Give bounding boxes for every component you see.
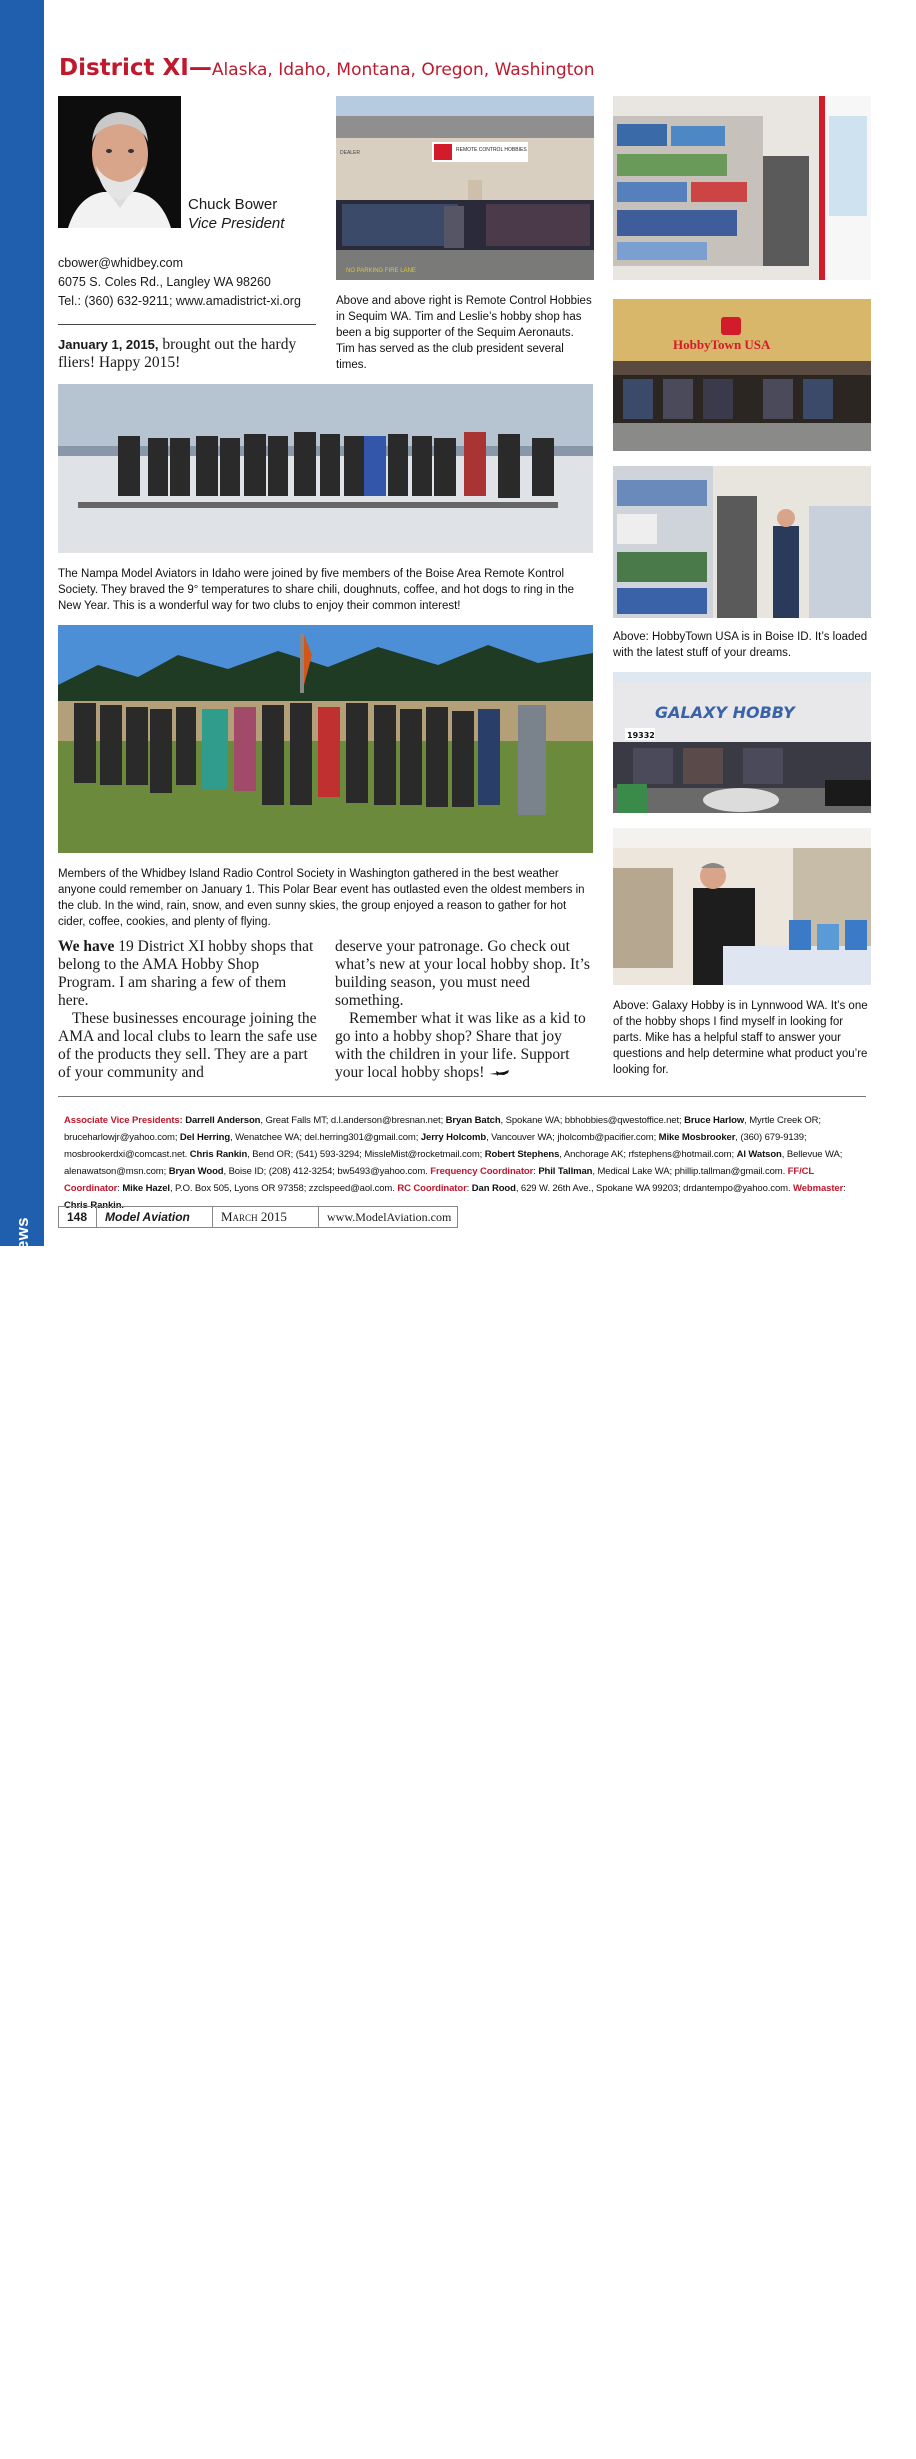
side-strip-word: ama news <box>13 1749 32 1839</box>
intro-text: brought out the hardy fliers! Happy 2015! <box>58 336 297 371</box>
plane-end-icon <box>488 1067 510 1079</box>
assoc-name: Chris Rankin <box>189 1149 248 1160</box>
assoc-info: , Boise ID; (208) 412-3254; bw5493@yahoo.com. <box>223 1166 431 1177</box>
assoc-name: Bryan Wood <box>168 1166 224 1177</box>
hobbytown-interior-photo <box>613 466 871 618</box>
vp-address: 6075 S. Coles Rd., Langley WA 98260 <box>58 275 271 289</box>
assoc-name: Al Watson <box>736 1149 782 1160</box>
side-strip-word: ama news <box>13 2370 32 2459</box>
issue-date: March 2015 <box>213 1207 319 1227</box>
magazine-url[interactable]: www.ModelAviation.com <box>327 1209 452 1224</box>
body-col1-p1-text: 19 District XI hobby shops that belong to the AMA Hobby Shop Program. I am sharing a few of them here. <box>58 938 314 1009</box>
associates-block: Associate Vice Presidents: Darrell Anderson, Great Falls MT; d.l.anderson@bresnan.net; Bryan Batch, Spokane WA; bbhobbies@qwestoffice.net; Bruce Harlow, Myrtle Creek OR; bruceharlowjr@yahoo.com; Del Herring, Wenatchee WA; del.herring301@gmail.com; Jerry Holcomb, Vancouver WA; jholcomb@pacifier.com; Mike Mosbrooker, (360) 679-9139; mosbrookerdxi@comcast.net. Chris Rankin, Bend OR; (541) 593-3294; MissleMist@rocketmail.com; Robert Stephens, Anchorage AK; rfstephens@hotmail.com; Al Watson, Bellevue WA; alenawatson@msn.com; Bryan Wood, Boise ID; (208) 412-3254; bw5493@yahoo.com. Frequency Coordinator: Phil Tallman, Medical Lake WA; phillip.tallman@gmail.com. FF/CL Coordinator: Mike Hazel, P.O. Box 505, Lyons OR 97358; zzclspeed@aol.com. RC Coordinator: Dan Rood, 629 W. 26th Ave., Spokane WA 99203; drdantempo@yahoo.com. Webmaster: Chris Rankin. <box>64 1115 846 1211</box>
side-strip-word: ama news <box>13 2281 32 2371</box>
assoc-info: , Spokane WA; bbhobbies@qwestoffice.net; <box>500 1115 685 1126</box>
assoc-info: , 629 W. 26th Ave., Spokane WA 99203; drdantempo@yahoo.com. <box>515 1183 794 1194</box>
side-strip-word: ama news <box>13 1926 32 2016</box>
divider-bottom <box>58 1096 866 1097</box>
page-footer <box>58 1206 458 1228</box>
whidbey-group-photo <box>58 625 593 853</box>
body-column-1 <box>58 938 318 1082</box>
rch-sign-text: REMOTE CONTROL HOBBIES <box>456 147 527 153</box>
assoc-info: , Bend OR; (541) 593-3294; MissleMist@rocketmail.com; <box>247 1149 485 1160</box>
side-strip-word: ama news <box>13 2192 32 2282</box>
assoc-name: Mike Mosbrooker <box>658 1132 736 1143</box>
vp-role: Vice President <box>188 215 285 232</box>
assoc-name: Robert Stephens <box>484 1149 560 1160</box>
hobbytown-storefront-photo <box>613 299 871 451</box>
vp-contact <box>58 254 301 311</box>
side-strip-word: ama news <box>12 1566 32 1661</box>
rch-dealer-text: DEALER <box>340 150 361 156</box>
galaxy-storefront-photo <box>613 672 871 813</box>
assoc-info: , Vancouver WA; jholcomb@pacifier.com; <box>486 1132 659 1143</box>
body-col1-p2: These businesses encourage joining the AMA and local clubs to learn the safe use of the products they sell. They are a part of your community and <box>58 1010 318 1081</box>
rch-ground-text: NO PARKING FIRE LANE <box>346 268 416 274</box>
assoc-name: Phil Tallman <box>538 1166 593 1177</box>
galaxy-sign-text: GALAXY HOBBY <box>655 703 795 722</box>
vp-name-block <box>188 195 284 233</box>
magazine-name: Model Aviation <box>97 1207 213 1227</box>
caption-rch: Above and above right is Remote Control Hobbies in Sequim WA. Tim and Leslie’s hobby shop has been a big supporter of the Sequim Aeronauts. Tim has served as the club president several times. <box>336 295 592 371</box>
body-col2-p2-text: Remember what it was like as a kid to go into a hobby shop? Share that joy with the children in your life. Support your local hobby shops! <box>335 1010 586 1081</box>
body-col2-p1: deserve your patronage. Go check out what’s new at your local hobby shop. It’s building season, you must need something. <box>335 938 590 1009</box>
caption-nampa: The Nampa Model Aviators in Idaho were joined by five members of the Boise Area Remote Kontrol Society. They braved the 9° temperatures to share chili, doughnuts, coffee, and hot dogs to ring in the New Year. This is a wonderful way for two clubs to enjoy their common interest! <box>58 568 575 612</box>
intro-paragraph <box>58 336 318 372</box>
rch-storefront-photo <box>336 96 594 280</box>
caption-whidbey: Members of the Whidbey Island Radio Control Society in Washington gathered in the best weather anyone could remember on January 1. This Polar Bear event has outlasted even the oldest members in the club. In the wind, rain, snow, and even sunny skies, the group enjoyed a reason to gather for hot cider, coffee, cookies, and plenty of flying. <box>58 868 585 928</box>
label-webmaster: Webmaster <box>793 1183 844 1194</box>
caption-galaxy: Above: Galaxy Hobby is in Lynnwood WA. It’s one of the hobby shops I find myself in looking for parts. Mike has a helpful staff to answer your questions and help determine what product you’re looking for. <box>613 1000 868 1076</box>
label-rc: RC Coordinator <box>397 1183 467 1194</box>
body-lead: We have <box>58 938 115 955</box>
nampa-group-photo <box>58 384 593 553</box>
assoc-name: Darrell Anderson <box>185 1115 261 1126</box>
title-states: Alaska, Idaho, Montana, Oregon, Washington <box>211 60 595 80</box>
assoc-name: Mike Hazel <box>122 1183 170 1194</box>
galaxy-number-text: 19332 <box>627 731 655 740</box>
page-title <box>59 55 595 81</box>
vp-email[interactable]: cbower@whidbey.com <box>58 256 184 270</box>
label-frequency: Frequency Coordinator <box>430 1166 534 1177</box>
intro-lead: January 1, 2015, <box>58 337 159 352</box>
rch-interior-photo <box>613 96 871 280</box>
assoc-name: Dan Rood <box>471 1183 516 1194</box>
assoc-name: Del Herring <box>179 1132 231 1143</box>
side-strip <box>0 0 44 2459</box>
body-col2-p2 <box>335 1010 593 1082</box>
assoc-info: , Medical Lake WA; phillip.tallman@gmail.com. <box>592 1166 788 1177</box>
assoc-info: , Myrtle Creek OR; bruceharlowjr@yahoo.com; <box>64 1115 821 1143</box>
assoc-info: , Anchorage AK; rfstephens@hotmail.com; <box>559 1149 737 1160</box>
assoc-name: Chris Rankin. <box>64 1200 124 1211</box>
assoc-info: , (360) 679-9139; mosbrookerdxi@comcast.net. <box>64 1132 807 1160</box>
hobbytown-sign-text: HobbyTown USA <box>673 337 771 352</box>
galaxy-interior-photo <box>613 828 871 985</box>
divider <box>58 324 316 325</box>
side-strip-word: ama news <box>13 1300 32 1390</box>
vp-name: Chuck Bower <box>188 196 278 213</box>
assoc-name: Bruce Harlow <box>684 1115 745 1126</box>
assoc-name: Bryan Batch <box>445 1115 501 1126</box>
body-col1-p1 <box>58 938 318 1010</box>
vp-phone-web: Tel.: (360) 632-9211; www.amadistrict-xi.org <box>58 294 301 308</box>
side-strip-word: ama news <box>13 1478 32 1567</box>
side-strip-word: ama news <box>13 1389 32 1479</box>
side-strip-word: ama news <box>13 2104 32 2193</box>
title-district: District XI— <box>59 55 212 81</box>
side-strip-text <box>6 1213 39 2459</box>
vp-portrait-photo <box>58 96 181 228</box>
page-number: 148 <box>59 1207 97 1227</box>
side-strip-word: ama news <box>13 2015 32 2105</box>
label-avp: Associate Vice Presidents: <box>64 1115 183 1126</box>
assoc-info: , Wenatchee WA; del.herring301@gmail.com; <box>230 1132 421 1143</box>
assoc-info: , P.O. Box 505, Lyons OR 97358; zzclspeed@aol.com. <box>169 1183 398 1194</box>
side-strip-word: ama news <box>13 1838 32 1927</box>
assoc-name: Jerry Holcomb <box>420 1132 487 1143</box>
assoc-info: , Great Falls MT; d.l.anderson@bresnan.net; <box>260 1115 446 1126</box>
assoc-info: , Bellevue WA; alenawatson@msn.com; <box>64 1149 843 1177</box>
side-strip-word: ama news <box>13 1217 32 1301</box>
body-column-2 <box>335 938 593 1082</box>
side-strip-word: ama news <box>13 1660 32 1750</box>
caption-hobbytown: Above: HobbyTown USA is in Boise ID. It’s loaded with the latest stuff of your dreams. <box>613 631 868 659</box>
label-ffcl: FF/CL Coordinator <box>64 1166 814 1194</box>
